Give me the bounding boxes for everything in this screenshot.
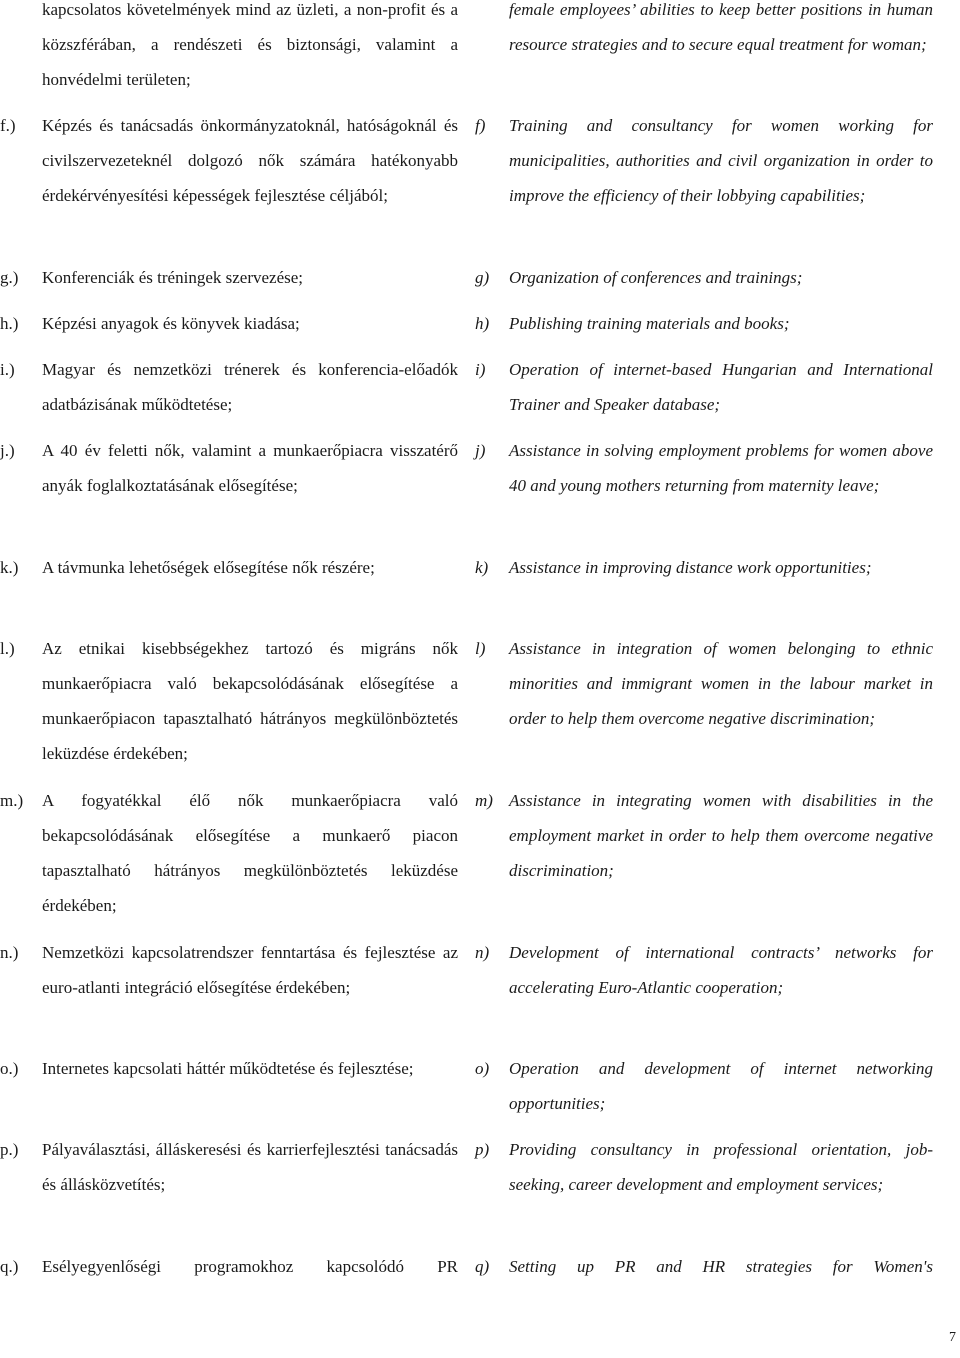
english-item bbox=[475, 1051, 933, 1121]
item-text: Az etnikai kisebbségekhez tartozó és migráns nők munkaerőpiacra való bekapcsolódásának elősegítése a munkaerőpiacon tapasztalható hátrányos megkülönböztetés leküzdése érdekében; bbox=[42, 639, 458, 763]
hungarian-item bbox=[0, 783, 458, 923]
item-text: Assistance in solving employment problems for women above 40 and young mothers returning from maternity leave; bbox=[509, 441, 933, 495]
item-marker: n) bbox=[475, 943, 490, 962]
item-marker: m.) bbox=[0, 791, 24, 810]
item-marker: l) bbox=[475, 639, 486, 658]
hungarian-item bbox=[0, 108, 458, 213]
item-text: Nemzetközi kapcsolatrendszer fenntartása és fejlesztése az euro-atlanti integráció elősegítése érdekében; bbox=[42, 943, 458, 997]
item-text: A 40 év feletti nők, valamint a munkaerőpiacra visszatérő anyák foglalkoztatásának elősegítése; bbox=[42, 441, 458, 495]
english-item bbox=[475, 306, 933, 341]
item-marker: p) bbox=[475, 1140, 490, 1159]
item-text: Operation of internet-based Hungarian and International Trainer and Speaker database; bbox=[509, 360, 933, 414]
hungarian-item bbox=[0, 935, 458, 1005]
english-item bbox=[475, 935, 933, 1005]
english-item bbox=[475, 108, 933, 213]
page-number: 7 bbox=[949, 1330, 956, 1345]
item-text: Development of international contracts’ networks for accelerating Euro-Atlantic cooperation; bbox=[509, 943, 933, 997]
item-marker: j.) bbox=[0, 441, 15, 460]
english-item bbox=[475, 0, 933, 62]
item-marker: i) bbox=[475, 360, 486, 379]
item-text: Setting up PR and HR strategies for Women's bbox=[509, 1257, 933, 1276]
hungarian-item bbox=[0, 631, 458, 771]
item-text: Assistance in improving distance work opportunities; bbox=[509, 558, 872, 577]
item-marker: g) bbox=[475, 268, 490, 287]
item-text: A távmunka lehetőségek elősegítése nők részére; bbox=[42, 558, 375, 577]
item-text: Pályaválasztási, álláskeresési és karrierfejlesztési tanácsadás és állásközvetítés; bbox=[42, 1140, 458, 1194]
item-text: Képzési anyagok és könyvek kiadása; bbox=[42, 314, 300, 333]
hungarian-item bbox=[0, 0, 458, 97]
item-text: Képzés és tanácsadás önkormányzatoknál, hatóságoknál és civilszervezeteknél dolgozó nők számára hatékonyabb érdekérvényesítési képességek fejlesztése céljából; bbox=[42, 116, 458, 205]
item-text: Publishing training materials and books; bbox=[509, 314, 790, 333]
item-text: Internetes kapcsolati háttér működtetése és fejlesztése; bbox=[42, 1059, 414, 1078]
item-text: Esélyegyenlőségi programokhoz kapcsolódó PR bbox=[42, 1257, 458, 1276]
item-marker: f.) bbox=[0, 116, 16, 135]
hungarian-item bbox=[0, 1249, 458, 1284]
english-item bbox=[475, 550, 933, 585]
item-marker: h) bbox=[475, 314, 490, 333]
item-text: Providing consultancy in professional orientation, job-seeking, career development and employment services; bbox=[509, 1140, 933, 1194]
item-marker: p.) bbox=[0, 1140, 19, 1159]
item-marker: f) bbox=[475, 116, 486, 135]
hungarian-item bbox=[0, 433, 458, 503]
item-text: Operation and development of internet networking opportunities; bbox=[509, 1059, 933, 1113]
english-item bbox=[475, 631, 933, 736]
item-marker: h.) bbox=[0, 314, 19, 333]
hungarian-item bbox=[0, 260, 458, 295]
item-text: Assistance in integration of women belonging to ethnic minorities and immigrant women in the labour market in order to help them overcome negative discrimination; bbox=[509, 639, 933, 728]
item-marker: l.) bbox=[0, 639, 15, 658]
item-marker: q.) bbox=[0, 1257, 19, 1276]
item-text: Organization of conferences and trainings; bbox=[509, 268, 803, 287]
english-item bbox=[475, 1132, 933, 1202]
item-text: Konferenciák és tréningek szervezése; bbox=[42, 268, 304, 287]
item-text: Training and consultancy for women working for municipalities, authorities and civil organization in order to improve the efficiency of their lobbying capabilities; bbox=[509, 116, 933, 205]
item-marker: g.) bbox=[0, 268, 19, 287]
english-item bbox=[475, 260, 933, 295]
item-marker: o.) bbox=[0, 1059, 19, 1078]
item-marker: q) bbox=[475, 1257, 490, 1276]
english-item bbox=[475, 1249, 933, 1284]
hungarian-item bbox=[0, 1132, 458, 1202]
english-item bbox=[475, 352, 933, 422]
hungarian-item bbox=[0, 306, 458, 341]
item-marker: k) bbox=[475, 558, 489, 577]
item-marker: o) bbox=[475, 1059, 490, 1078]
item-marker: m) bbox=[475, 791, 493, 810]
hungarian-item bbox=[0, 550, 458, 585]
hungarian-item bbox=[0, 352, 458, 422]
item-text: Magyar és nemzetközi trénerek és konferencia-előadók adatbázisának működtetése; bbox=[42, 360, 458, 414]
item-text: A fogyatékkal élő nők munkaerőpiacra való bekapcsolódásának elősegítése a munkaerő piacon tapasztalható hátrányos megkülönböztetés leküzdése érdekében; bbox=[42, 791, 458, 915]
item-text: kapcsolatos követelmények mind az üzleti, a non-profit és a közszférában, a rendészeti és biztonsági, valamint a honvédelmi területen; bbox=[42, 0, 458, 89]
hungarian-item bbox=[0, 1051, 458, 1086]
item-marker: i.) bbox=[0, 360, 15, 379]
item-text: female employees’ abilities to keep better positions in human resource strategies and to secure equal treatment for woman; bbox=[509, 0, 933, 54]
item-marker: j) bbox=[475, 441, 486, 460]
english-item bbox=[475, 783, 933, 888]
item-marker: n.) bbox=[0, 943, 19, 962]
item-marker: k.) bbox=[0, 558, 19, 577]
item-text: Assistance in integrating women with disabilities in the employment market in order to help them overcome negative discrimination; bbox=[509, 791, 933, 880]
english-item bbox=[475, 433, 933, 503]
